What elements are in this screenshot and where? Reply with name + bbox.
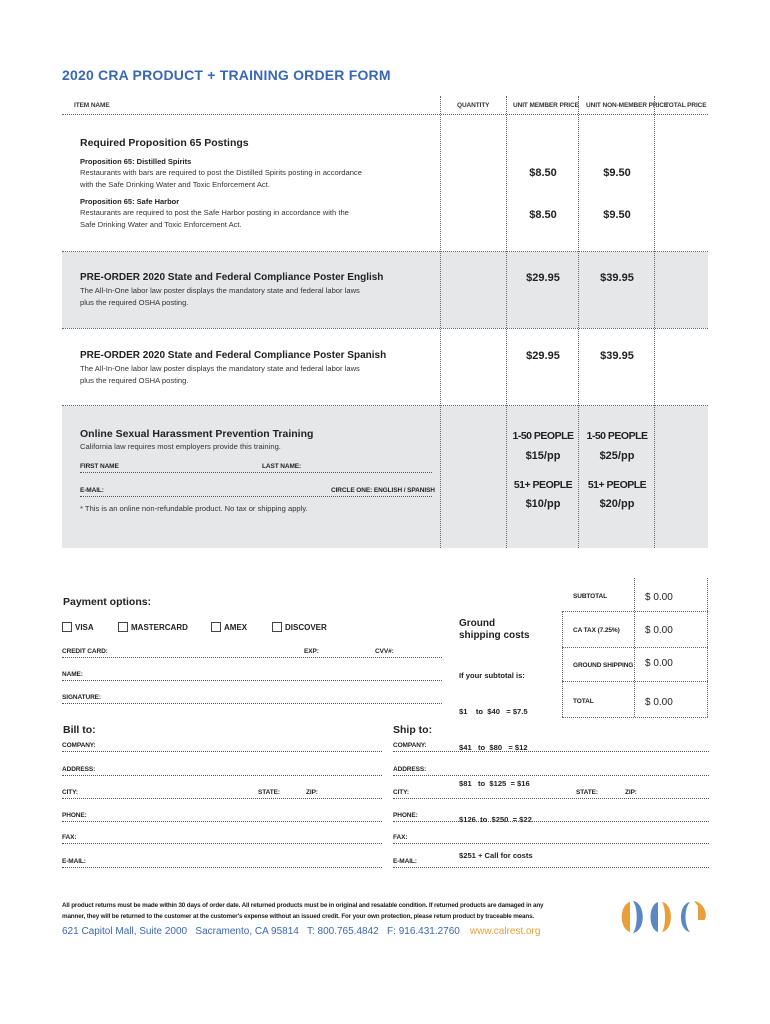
ship-address-label: ADDRESS:: [393, 766, 427, 773]
col-divider-2: [506, 96, 507, 548]
poster-spanish-desc: [80, 363, 360, 386]
tier2-label: 51+ PEOPLE: [513, 479, 573, 491]
first-name-label: FIRST NAME: [80, 463, 119, 470]
desc-line: The All-In-One labor law poster displays the mandatory state and federal labor laws: [80, 286, 360, 295]
tier2-label: 51+ PEOPLE: [587, 479, 647, 491]
tier1-label: 1-50 PEOPLE: [512, 430, 574, 442]
cra-logo-icon: [614, 898, 714, 936]
training-title: Online Sexual Harassment Prevention Training: [80, 428, 314, 440]
bill-address-input[interactable]: [62, 775, 382, 776]
name-label: NAME:: [62, 671, 83, 678]
totals-row-divider: [562, 647, 708, 648]
shipping-heading-line: shipping costs: [459, 630, 530, 641]
member-price: $8.50: [529, 209, 557, 221]
discover-label: DISCOVER: [285, 622, 327, 632]
desc-line: Restaurants with bars are required to post the Distilled Spirits posting in accordance: [80, 168, 362, 177]
email-label: E-MAIL:: [80, 487, 104, 494]
bill-fax-input[interactable]: [62, 843, 382, 844]
col-divider-4: [654, 96, 655, 548]
poster-spanish-title: PRE-ORDER 2020 State and Federal Compliance Poster Spanish: [80, 350, 387, 361]
ship-city-input[interactable]: [393, 798, 709, 799]
shipping-row: $41 to $80 = $12: [459, 743, 528, 752]
prop65-item-title: Proposition 65: Distilled Spirits: [80, 157, 192, 166]
shipping-table: [459, 646, 533, 874]
nonmember-price: $39.95: [600, 350, 634, 362]
ship-phone-input[interactable]: [393, 821, 709, 822]
bill-address-label: ADDRESS:: [62, 766, 96, 773]
signature-label: SIGNATURE:: [62, 694, 101, 701]
bill-to-heading: Bill to:: [63, 724, 96, 736]
email-input-line[interactable]: [80, 496, 432, 497]
tier2-member-price: $10/pp: [525, 498, 561, 510]
shipping-intro: If your subtotal is:: [459, 671, 525, 680]
ship-fax-input[interactable]: [393, 843, 709, 844]
shipping-row: $251 + Call for costs: [459, 851, 533, 860]
ground-shipping-value: $ 0.00: [645, 658, 673, 669]
ship-zip-label: ZIP:: [625, 789, 637, 796]
training-note: * This is an online non-refundable product. No tax or shipping apply.: [80, 504, 308, 513]
circle-one-language[interactable]: CIRCLE ONE: ENGLISH / SPANISH: [331, 487, 435, 494]
col-member-price: UNIT MEMBER PRICE: [513, 102, 579, 109]
nonmember-price: $9.50: [603, 209, 631, 221]
subtotal-label: SUBTOTAL: [573, 593, 607, 600]
payment-heading: Payment options:: [63, 596, 152, 608]
amex-label: AMEX: [224, 622, 248, 632]
total-label: TOTAL: [573, 698, 594, 705]
row-divider: [62, 405, 708, 406]
totals-left-border: [562, 611, 563, 717]
shipping-heading: [459, 618, 530, 642]
cvv-label: CVV#:: [375, 648, 394, 655]
visa-label: VISA: [75, 622, 94, 632]
col-total-price: TOTAL PRICE: [665, 102, 707, 109]
prop65-heading: Required Proposition 65 Postings: [80, 137, 249, 149]
ship-city-label: CITY:: [393, 789, 409, 796]
signature-input-line[interactable]: [62, 703, 442, 704]
desc-line: Safe Drinking Water and Toxic Enforcement Act.: [80, 219, 242, 229]
bill-company-label: COMPANY:: [62, 742, 96, 749]
shipping-row: $1 to $40 = $7.5: [459, 707, 528, 716]
mastercard-checkbox[interactable]: [118, 622, 128, 632]
member-price: $29.95: [526, 272, 560, 284]
discover-checkbox[interactable]: [272, 622, 282, 632]
nonmember-price: $9.50: [603, 167, 631, 179]
bill-phone-label: PHONE:: [62, 812, 87, 819]
website-link[interactable]: www.calrest.org: [469, 926, 541, 937]
poster-english-title: PRE-ORDER 2020 State and Federal Compliance Poster English: [80, 272, 384, 283]
col-divider-1: [440, 96, 441, 548]
prop65-item-desc: [80, 167, 362, 190]
bill-email-label: E-MAIL:: [62, 858, 86, 865]
prop65-item-title: Proposition 65: Safe Harbor: [80, 197, 180, 206]
row-divider: [62, 328, 708, 329]
bill-email-input[interactable]: [62, 867, 382, 868]
tax-value: $ 0.00: [645, 625, 673, 636]
last-name-label: LAST NAME:: [262, 463, 302, 470]
col-item-name: ITEM NAME: [74, 102, 110, 109]
row-divider: [62, 251, 708, 252]
tier1-member-price: $15/pp: [525, 450, 561, 462]
desc-line: Restaurants are required to post the Safe Harbor posting in accordance with the: [80, 208, 349, 217]
discover-option[interactable]: [272, 622, 327, 632]
desc-line: with the Safe Drinking Water and Toxic Enforcement Act.: [80, 179, 270, 189]
ship-email-input[interactable]: [393, 867, 709, 868]
subtotal-value: $ 0.00: [645, 592, 673, 603]
ship-to-heading: Ship to:: [393, 724, 433, 736]
col-quantity: QUANTITY: [457, 102, 490, 109]
visa-option[interactable]: [62, 622, 94, 632]
ship-company-label: COMPANY:: [393, 742, 427, 749]
bill-fax-label: FAX:: [62, 834, 77, 841]
amex-checkbox[interactable]: [211, 622, 221, 632]
bill-company-input[interactable]: [62, 751, 382, 752]
desc-line: The All-In-One labor law poster displays the mandatory state and federal labor laws: [80, 364, 360, 373]
visa-checkbox[interactable]: [62, 622, 72, 632]
ship-state-label: STATE:: [576, 789, 598, 796]
header-divider: [62, 114, 708, 115]
tier2-nonmember-price: $20/pp: [599, 498, 635, 510]
totals-row-divider: [562, 611, 708, 612]
credit-card-input-line[interactable]: [62, 657, 442, 658]
form-title: 2020 CRA PRODUCT + TRAINING ORDER FORM: [62, 67, 391, 83]
policy-line: manner, they will be returned to the customer at the customer's expense without an issued credit. For your own protection, please return product by traceable means.: [62, 912, 535, 920]
tier1-label: 1-50 PEOPLE: [586, 430, 648, 442]
totals-row-divider: [562, 717, 708, 718]
training-desc: California law requires most employers provide this training.: [80, 442, 281, 451]
col-nonmember-price: UNIT NON-MEMBER PRICE: [586, 102, 669, 109]
shipping-heading-line: Ground: [459, 618, 496, 629]
ship-phone-label: PHONE:: [393, 812, 418, 819]
ship-fax-label: FAX:: [393, 834, 408, 841]
policy-line: All product returns must be made within 30 days of order date. All returned products must be in original and resalable condition. If returned products are damaged in any: [62, 902, 544, 909]
ship-address-input[interactable]: [393, 775, 709, 776]
member-price: $8.50: [529, 167, 557, 179]
ship-company-input[interactable]: [393, 751, 709, 752]
ground-shipping-label: GROUND SHIPPING: [573, 662, 634, 669]
prop65-item-desc: [80, 207, 349, 230]
col-divider-3: [578, 96, 579, 548]
contact-address: [62, 926, 540, 937]
bill-city-input[interactable]: [62, 798, 382, 799]
amex-option[interactable]: [211, 622, 247, 632]
name-input-line[interactable]: [62, 680, 442, 681]
name-input-line[interactable]: [80, 472, 432, 473]
shipping-row: $81 to $125 = $16: [459, 779, 530, 788]
totals-row-divider: [562, 681, 708, 682]
bill-zip-label: ZIP:: [306, 789, 318, 796]
credit-card-label: CREDIT CARD:: [62, 648, 108, 655]
return-policy: [62, 901, 582, 922]
desc-line: plus the required OSHA posting.: [80, 297, 189, 307]
total-value: $ 0.00: [645, 697, 673, 708]
exp-label: EXP:: [304, 648, 319, 655]
address-text: 621 Capitol Mall, Suite 2000 Sacramento, CA 95814 T: 800.765.4842 F: 916.431.2760: [62, 926, 460, 937]
desc-line: plus the required OSHA posting.: [80, 375, 189, 385]
nonmember-price: $39.95: [600, 272, 634, 284]
bill-phone-input[interactable]: [62, 821, 382, 822]
shipping-row: $126 to $250 = $22: [459, 815, 532, 824]
mastercard-label: MASTERCARD: [131, 622, 188, 632]
mastercard-option[interactable]: [118, 622, 188, 632]
tax-label: CA TAX (7.25%): [573, 627, 620, 634]
tier1-nonmember-price: $25/pp: [599, 450, 635, 462]
bill-city-label: CITY:: [62, 789, 78, 796]
poster-english-desc: [80, 285, 360, 308]
bill-state-label: STATE:: [258, 789, 280, 796]
ship-email-label: E-MAIL:: [393, 858, 417, 865]
member-price: $29.95: [526, 350, 560, 362]
